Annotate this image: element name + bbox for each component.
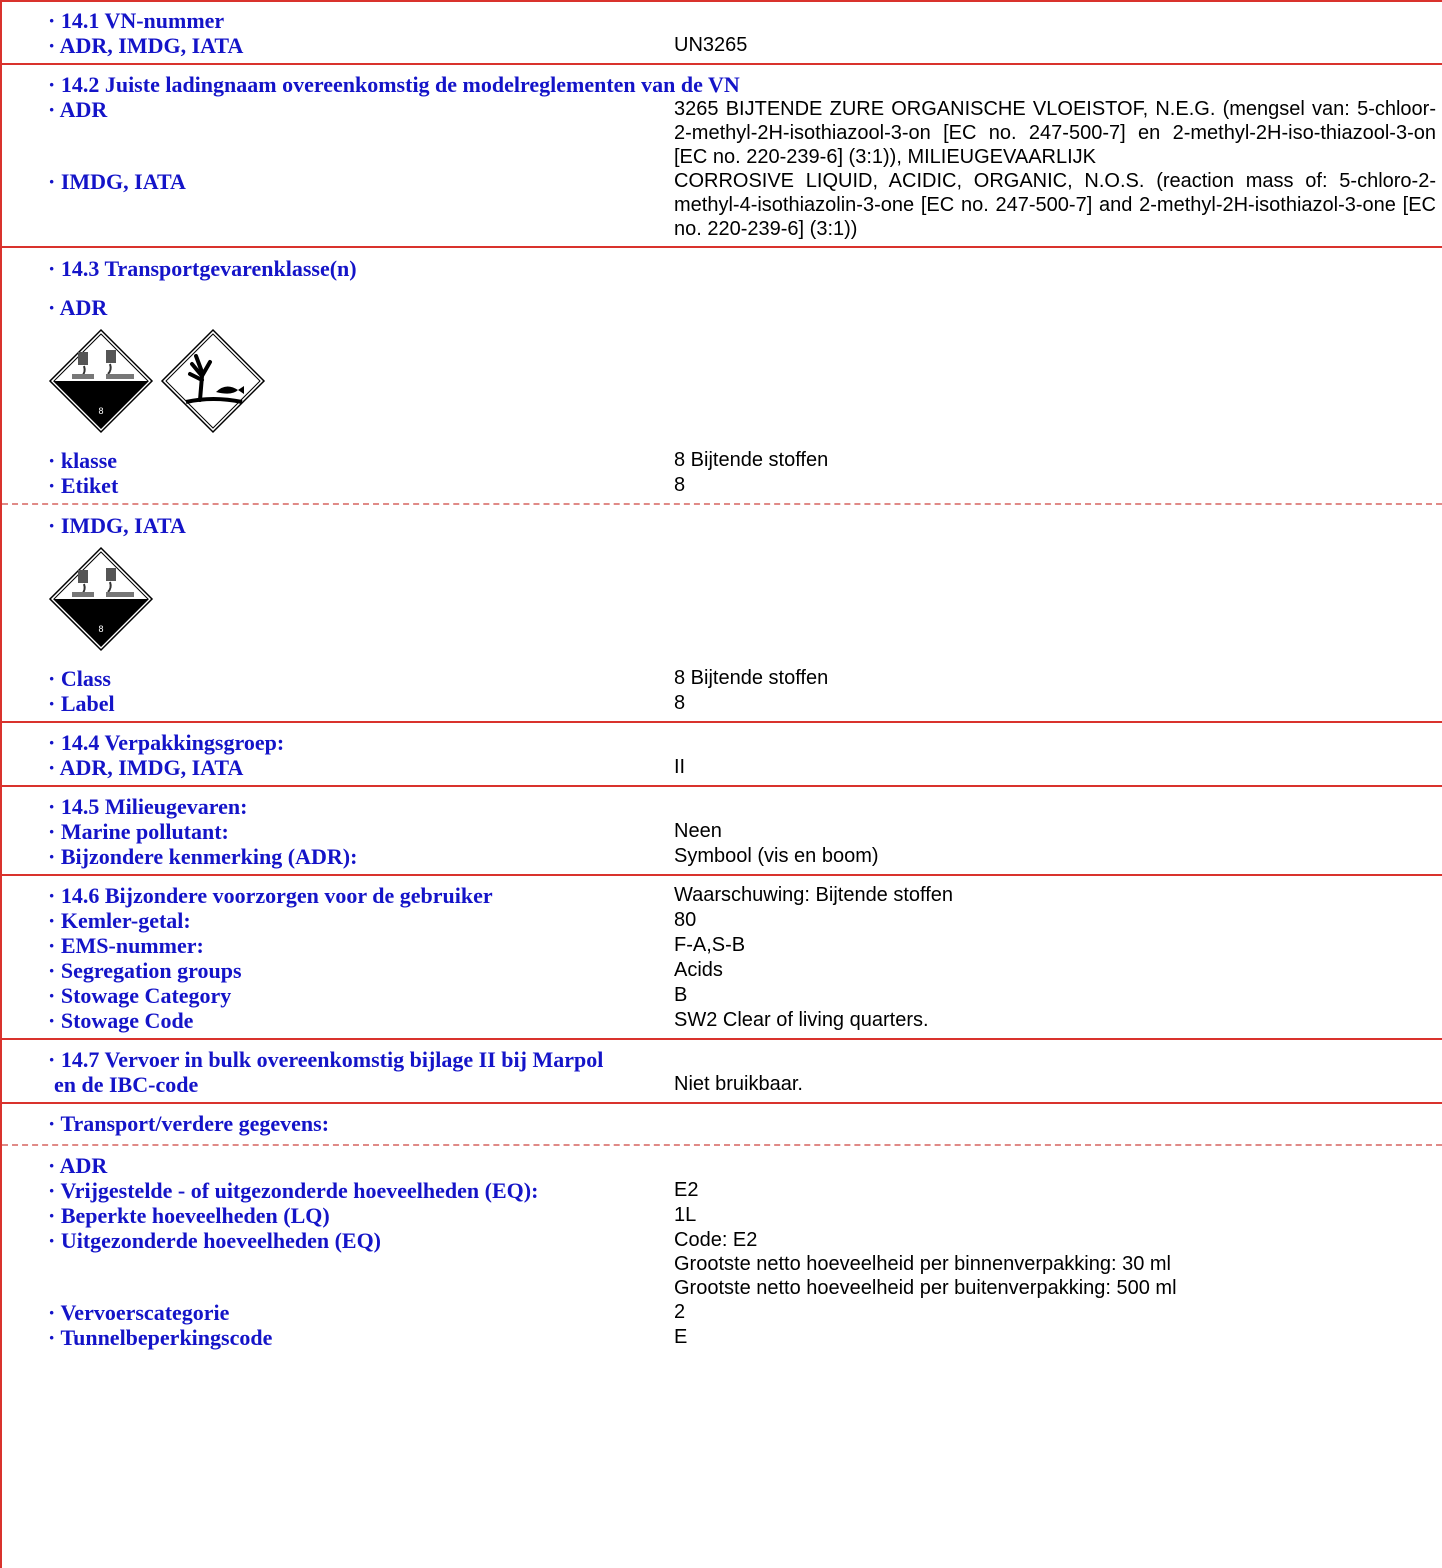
corrosive-pictogram-icon <box>48 328 154 434</box>
section-14-1-title: · 14.1 VN-nummer <box>48 8 225 33</box>
segregation-value: Acids <box>674 959 723 981</box>
section-14-4-title: · 14.4 Verpakkingsgroep: <box>48 730 285 755</box>
row-adr-klasse <box>2 448 1442 473</box>
row-stowage-category <box>2 983 1442 1008</box>
eq-outer-packaging: Grootste netto hoeveelheid per buitenverpakking: 500 ml <box>674 1277 1177 1299</box>
section-14-1 <box>2 0 1442 63</box>
row-adr-shipping-name <box>2 97 1442 169</box>
exempted-quantities-label: · Uitgezonderde hoeveelheden (EQ) <box>48 1228 382 1253</box>
imdg-iata-subheading: · IMDG, IATA <box>48 513 186 538</box>
transport-adr-subheading: · ADR <box>48 1153 108 1178</box>
packing-group-label: · ADR, IMDG, IATA <box>48 755 244 780</box>
marine-pollutant-value: Neen <box>674 820 722 842</box>
section-14-6-title: · 14.6 Bijzondere voorzorgen voor de gebruiker <box>48 883 493 908</box>
row-excepted-quantities <box>2 1178 1442 1203</box>
stowage-code-label: · Stowage Code <box>48 1008 194 1033</box>
row-un-number <box>2 33 1442 58</box>
row-imdg-shipping-name <box>2 169 1442 241</box>
row-imdg-label <box>2 691 1442 716</box>
row-bulk-transport <box>2 1072 1442 1097</box>
imdg-iata-shipping-name: CORROSIVE LIQUID, ACIDIC, ORGANIC, N.O.S. (reaction mass of: 5-chloro-2-methyl-4-isothiazolin-3-one [EC no. 247-500-7] and 2-methyl-2H-isothiazol-3-one [EC no. 220-239-6] (3:1)) <box>674 170 1436 240</box>
row-exempted-quantities <box>2 1228 1442 1300</box>
un-number-label: · ADR, IMDG, IATA <box>48 33 244 58</box>
transport-details-title: · Transport/verdere gegevens: <box>48 1111 330 1136</box>
row-tunnel-code <box>2 1325 1442 1350</box>
stowage-code-value: SW2 Clear of living quarters. <box>674 1009 929 1031</box>
excepted-quantities-value: E2 <box>674 1179 699 1201</box>
bulk-transport-value: Niet bruikbaar. <box>674 1073 803 1095</box>
stowage-category-label: · Stowage Category <box>48 983 232 1008</box>
excepted-quantities-label: · Vrijgestelde - of uitgezonderde hoeveelheden (EQ): <box>48 1178 539 1203</box>
adr-pictograms <box>2 328 1442 434</box>
class-label: · Class <box>48 666 111 691</box>
class-value: 8 Bijtende stoffen <box>674 667 829 689</box>
section-14-7-title-line1: · 14.7 Vervoer in bulk overeenkomstig bijlage II bij Marpol <box>48 1047 604 1072</box>
section-transport-details <box>2 1102 1442 1144</box>
ems-value: F-A,S-B <box>674 934 746 956</box>
tunnel-code-label: · Tunnelbeperkingscode <box>48 1325 273 1350</box>
row-ems <box>2 933 1442 958</box>
row-limited-quantities <box>2 1203 1442 1228</box>
marine-pollutant-label: · Marine pollutant: <box>48 819 229 844</box>
row-special-precautions <box>2 883 1442 908</box>
row-kemler <box>2 908 1442 933</box>
stowage-category-value: B <box>674 984 688 1006</box>
segregation-label: · Segregation groups <box>48 958 242 983</box>
section-14-7 <box>2 1038 1442 1102</box>
packing-group-value: II <box>674 756 686 778</box>
section-14-6 <box>2 874 1442 1038</box>
eq-code: Code: E2 <box>674 1229 758 1251</box>
row-stowage-code <box>2 1008 1442 1033</box>
pictogram-number: 8 <box>98 406 104 416</box>
environment-hazard-pictogram-icon <box>160 328 266 434</box>
row-adr-etiket <box>2 473 1442 498</box>
row-transport-category <box>2 1300 1442 1325</box>
exempted-quantities-value <box>674 1228 1442 1300</box>
limited-quantities-value: 1L <box>674 1204 697 1226</box>
row-marine-pollutant <box>2 819 1442 844</box>
kemler-label: · Kemler-getal: <box>48 908 191 933</box>
row-imdg-class <box>2 666 1442 691</box>
label-label: · Label <box>48 691 115 716</box>
special-marking-label: · Bijzondere kenmerking (ADR): <box>48 844 358 869</box>
section-14-7-title-line2: en de IBC-code <box>54 1072 199 1097</box>
row-segregation <box>2 958 1442 983</box>
adr-label: · ADR <box>48 97 108 122</box>
adr-shipping-name: 3265 BIJTENDE ZURE ORGANISCHE VLOEISTOF, N.E.G. (mengsel van: 5-chloor-2-methyl-2H-isothiazool-3-on [EC no. 247-500-7] en 2-methyl-2H-iso-thiazool-3-on [EC no. 220-239-6] (3:1)), MILIEUGEVAARLIJK <box>674 98 1436 168</box>
section-14-2 <box>2 63 1442 246</box>
row-packing-group <box>2 755 1442 780</box>
ems-label: · EMS-nummer: <box>48 933 204 958</box>
transport-category-label: · Vervoerscategorie <box>48 1300 230 1325</box>
etiket-value: 8 <box>674 474 686 496</box>
imdg-pictograms <box>2 546 1442 652</box>
section-14-5 <box>2 785 1442 874</box>
un-number-value: UN3265 <box>674 34 748 56</box>
section-transport-adr <box>2 1144 1442 1355</box>
special-marking-value: Symbool (vis en boom) <box>674 845 879 867</box>
transport-category-value: 2 <box>674 1301 686 1323</box>
imdg-iata-label: · IMDG, IATA <box>48 169 186 194</box>
kemler-value: 80 <box>674 909 697 931</box>
warning-value: Waarschuwing: Bijtende stoffen <box>674 884 954 906</box>
pictogram-number: 8 <box>98 624 104 634</box>
section-14-4 <box>2 721 1442 785</box>
klasse-value: 8 Bijtende stoffen <box>674 449 829 471</box>
tunnel-code-value: E <box>674 1326 688 1348</box>
label-value: 8 <box>674 692 686 714</box>
section-14-3-imdg <box>2 503 1442 721</box>
etiket-label: · Etiket <box>48 473 119 498</box>
klasse-label: · klasse <box>48 448 118 473</box>
section-14-5-title: · 14.5 Milieugevaren: <box>48 794 248 819</box>
row-special-marking <box>2 844 1442 869</box>
adr-subheading: · ADR <box>48 295 108 320</box>
section-14-2-title: · 14.2 Juiste ladingnaam overeenkomstig de modelreglementen van de VN <box>48 72 740 97</box>
corrosive-pictogram-icon <box>48 546 154 652</box>
eq-inner-packaging: Grootste netto hoeveelheid per binnenverpakking: 30 ml <box>674 1253 1171 1275</box>
limited-quantities-label: · Beperkte hoeveelheden (LQ) <box>48 1203 330 1228</box>
section-14-3 <box>2 246 1442 503</box>
section-14-3-title: · 14.3 Transportgevarenklasse(n) <box>48 256 357 281</box>
